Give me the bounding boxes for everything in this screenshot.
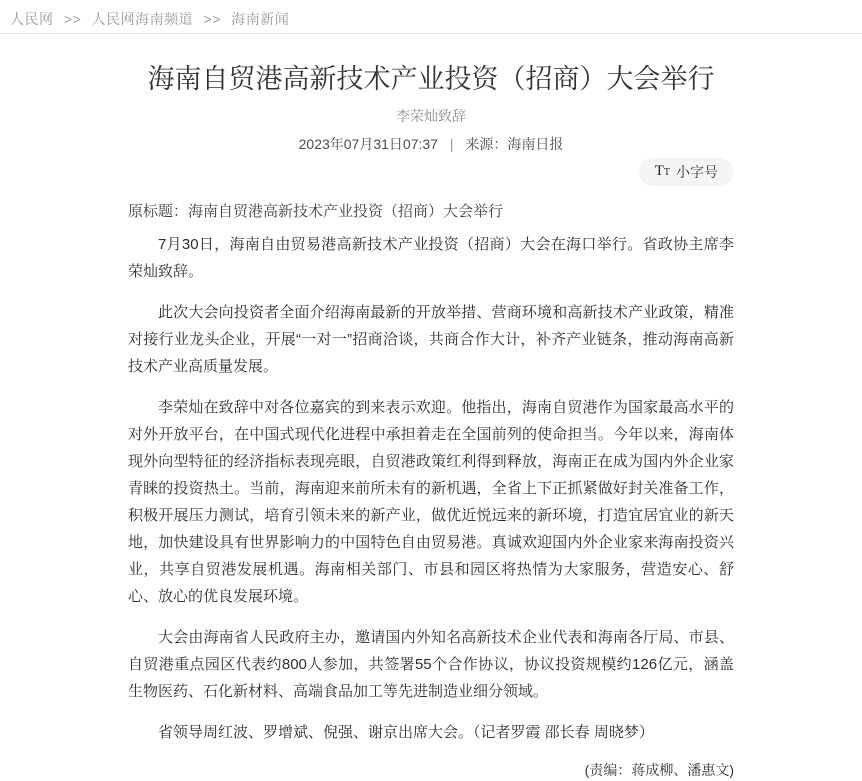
breadcrumb-link-hainan-news[interactable]: 海南新闻 [231,11,290,27]
header-divider [0,33,862,34]
font-size-icon: TT [654,163,670,179]
article-paragraph-4: 大会由海南省人民政府主办，邀请国内外知名高新技术企业代表和海南各厅局、市县、自贸港重点园区代表约800人参加，共签署55个合作协议，协议投资规模约126亿元，涵盖生物医药、石化新材料、高端食品加工等先进制造业细分领域。 [128,629,734,700]
article-meta [0,134,862,154]
breadcrumb-separator: >> [63,11,82,27]
breadcrumb-link-hainan-channel[interactable]: 人民网海南频道 [91,11,194,27]
article-body [128,198,734,781]
article-paragraph-2: 此次大会向投资者全面介绍海南最新的开放举措、营商环境和高新技术产业政策，精准对接行业龙头企业，开展“一对一”招商洽谈，共商合作大计，补齐产业链条，推动海南高新技术产业高质量发展。 [128,304,734,375]
source-label: 来源： [465,136,508,152]
meta-separator: | [449,136,454,152]
publish-date: 2023年07月31日07:37 [298,136,438,152]
article-toolbar [128,158,734,184]
font-size-button[interactable] [639,158,734,186]
breadcrumb-link-peoples-daily[interactable]: 人民网 [10,11,54,27]
article-paragraph-5: 省领导周红波、罗增斌、倪强、谢京出席大会。（记者罗霞 邵长春 周晓梦） [158,724,654,741]
article-paragraph-3: 李荣灿在致辞中对各位嘉宾的到来表示欢迎。他指出，海南自贸港作为国家最高水平的对外开放平台，在中国式现代化进程中承担着走在全国前列的使命担当。今年以来，海南体现外向型特征的经济指标表现亮眼，自贸港政策红利得到释放，海南正在成为国内外企业家青睐的投资热土。当前，海南迎来前所未有的新机遇，全省上下正抓紧做好封关准备工作，积极开展压力测试，培育引领未来的新产业，做优近悦远来的新环境，打造宜居宜业的新天地，加快建设具有世界影响力的中国特色自由贸易港。真诚欢迎国内外企业家来海南投资兴业，共享自贸港发展机遇。海南相关部门、市县和园区将热情为大家服务，营造安心、舒心、放心的优良发展环境。 [128,399,734,605]
article-subtitle: 李荣灿致辞 [396,108,466,124]
source-name: 海南日报 [507,136,564,152]
breadcrumb-separator: >> [203,11,221,27]
font-size-button-label: 小字号 [676,164,718,180]
article-title: 海南自贸港高新技术产业投资（招商）大会举行 [147,64,715,94]
article-paragraph-1: 7月30日，海南自由贸易港高新技术产业投资（招商）大会在海口举行。省政协主席李荣灿致辞。 [128,236,734,280]
breadcrumb [0,0,862,33]
original-title-line: 原标题：海南自贸港高新技术产业投资（招商）大会举行 [128,203,504,220]
editors-credit: (责编：蒋成柳、潘惠文) [584,762,734,778]
